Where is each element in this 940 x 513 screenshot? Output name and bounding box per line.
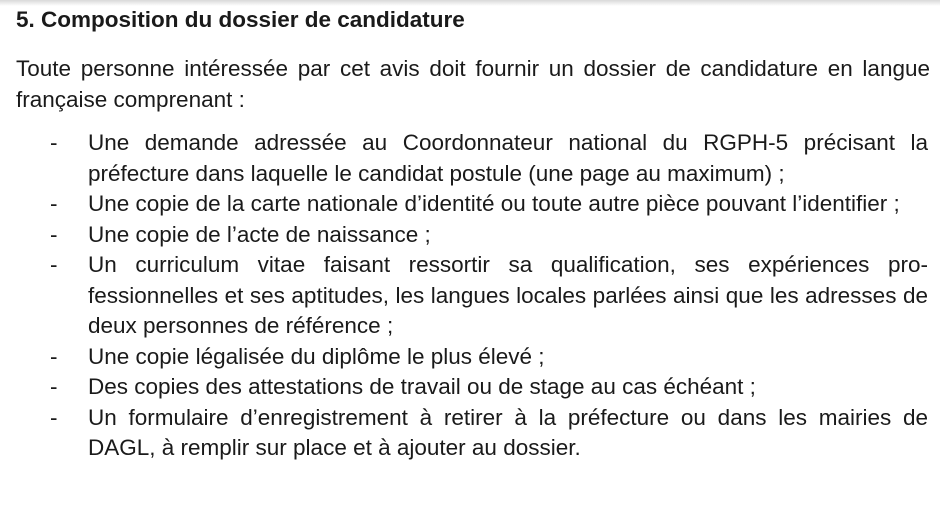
bullet-dash: - — [50, 252, 58, 277]
list-item — [0, 220, 940, 251]
list-item — [0, 372, 940, 403]
list-item-text: Une demande adressée au Coordonnateur national du RGPH-5 précisant la préfecture dans laquelle le candidat postule (une page au maximum) ; — [88, 130, 928, 186]
list-item — [0, 189, 940, 220]
list-item-text: Un formulaire d’enregistrement à retirer à la préfecture ou dans les mairies de DAGL, à remplir sur place et à ajouter au dossier. — [88, 404, 928, 460]
bullet-dash: - — [50, 191, 58, 216]
list-item — [0, 250, 940, 342]
list-item — [0, 342, 940, 373]
section-heading: 5. Composition du dossier de candidature — [16, 7, 465, 32]
requirements-list — [0, 128, 940, 464]
list-item-text: Un curriculum vitae faisant ressortir sa qualification, ses expériences pro-fessionnelles et ses aptitudes, les langues locales parlées ainsi que les adresses de deux personnes de référence ; — [88, 252, 928, 338]
list-item-text: Une copie de l’acte de naissance ; — [88, 221, 431, 247]
list-item — [0, 128, 940, 189]
list-item — [0, 403, 940, 464]
list-item-text: Une copie de la carte nationale d’identité ou toute autre pièce pouvant l’identifier ; — [88, 191, 900, 216]
list-item-text: Des copies des attestations de travail ou de stage au cas échéant ; — [88, 374, 756, 399]
list-item-text: Une copie légalisée du diplôme le plus élevé ; — [88, 343, 545, 369]
bullet-dash: - — [50, 221, 58, 247]
bullet-dash: - — [50, 374, 58, 399]
bullet-dash: - — [50, 343, 58, 369]
bullet-dash: - — [50, 404, 58, 430]
bullet-dash: - — [50, 130, 58, 155]
intro-paragraph: Toute personne intéressée par cet avis doit fournir un dossier de candidature en langue française comprenant : — [16, 56, 930, 112]
